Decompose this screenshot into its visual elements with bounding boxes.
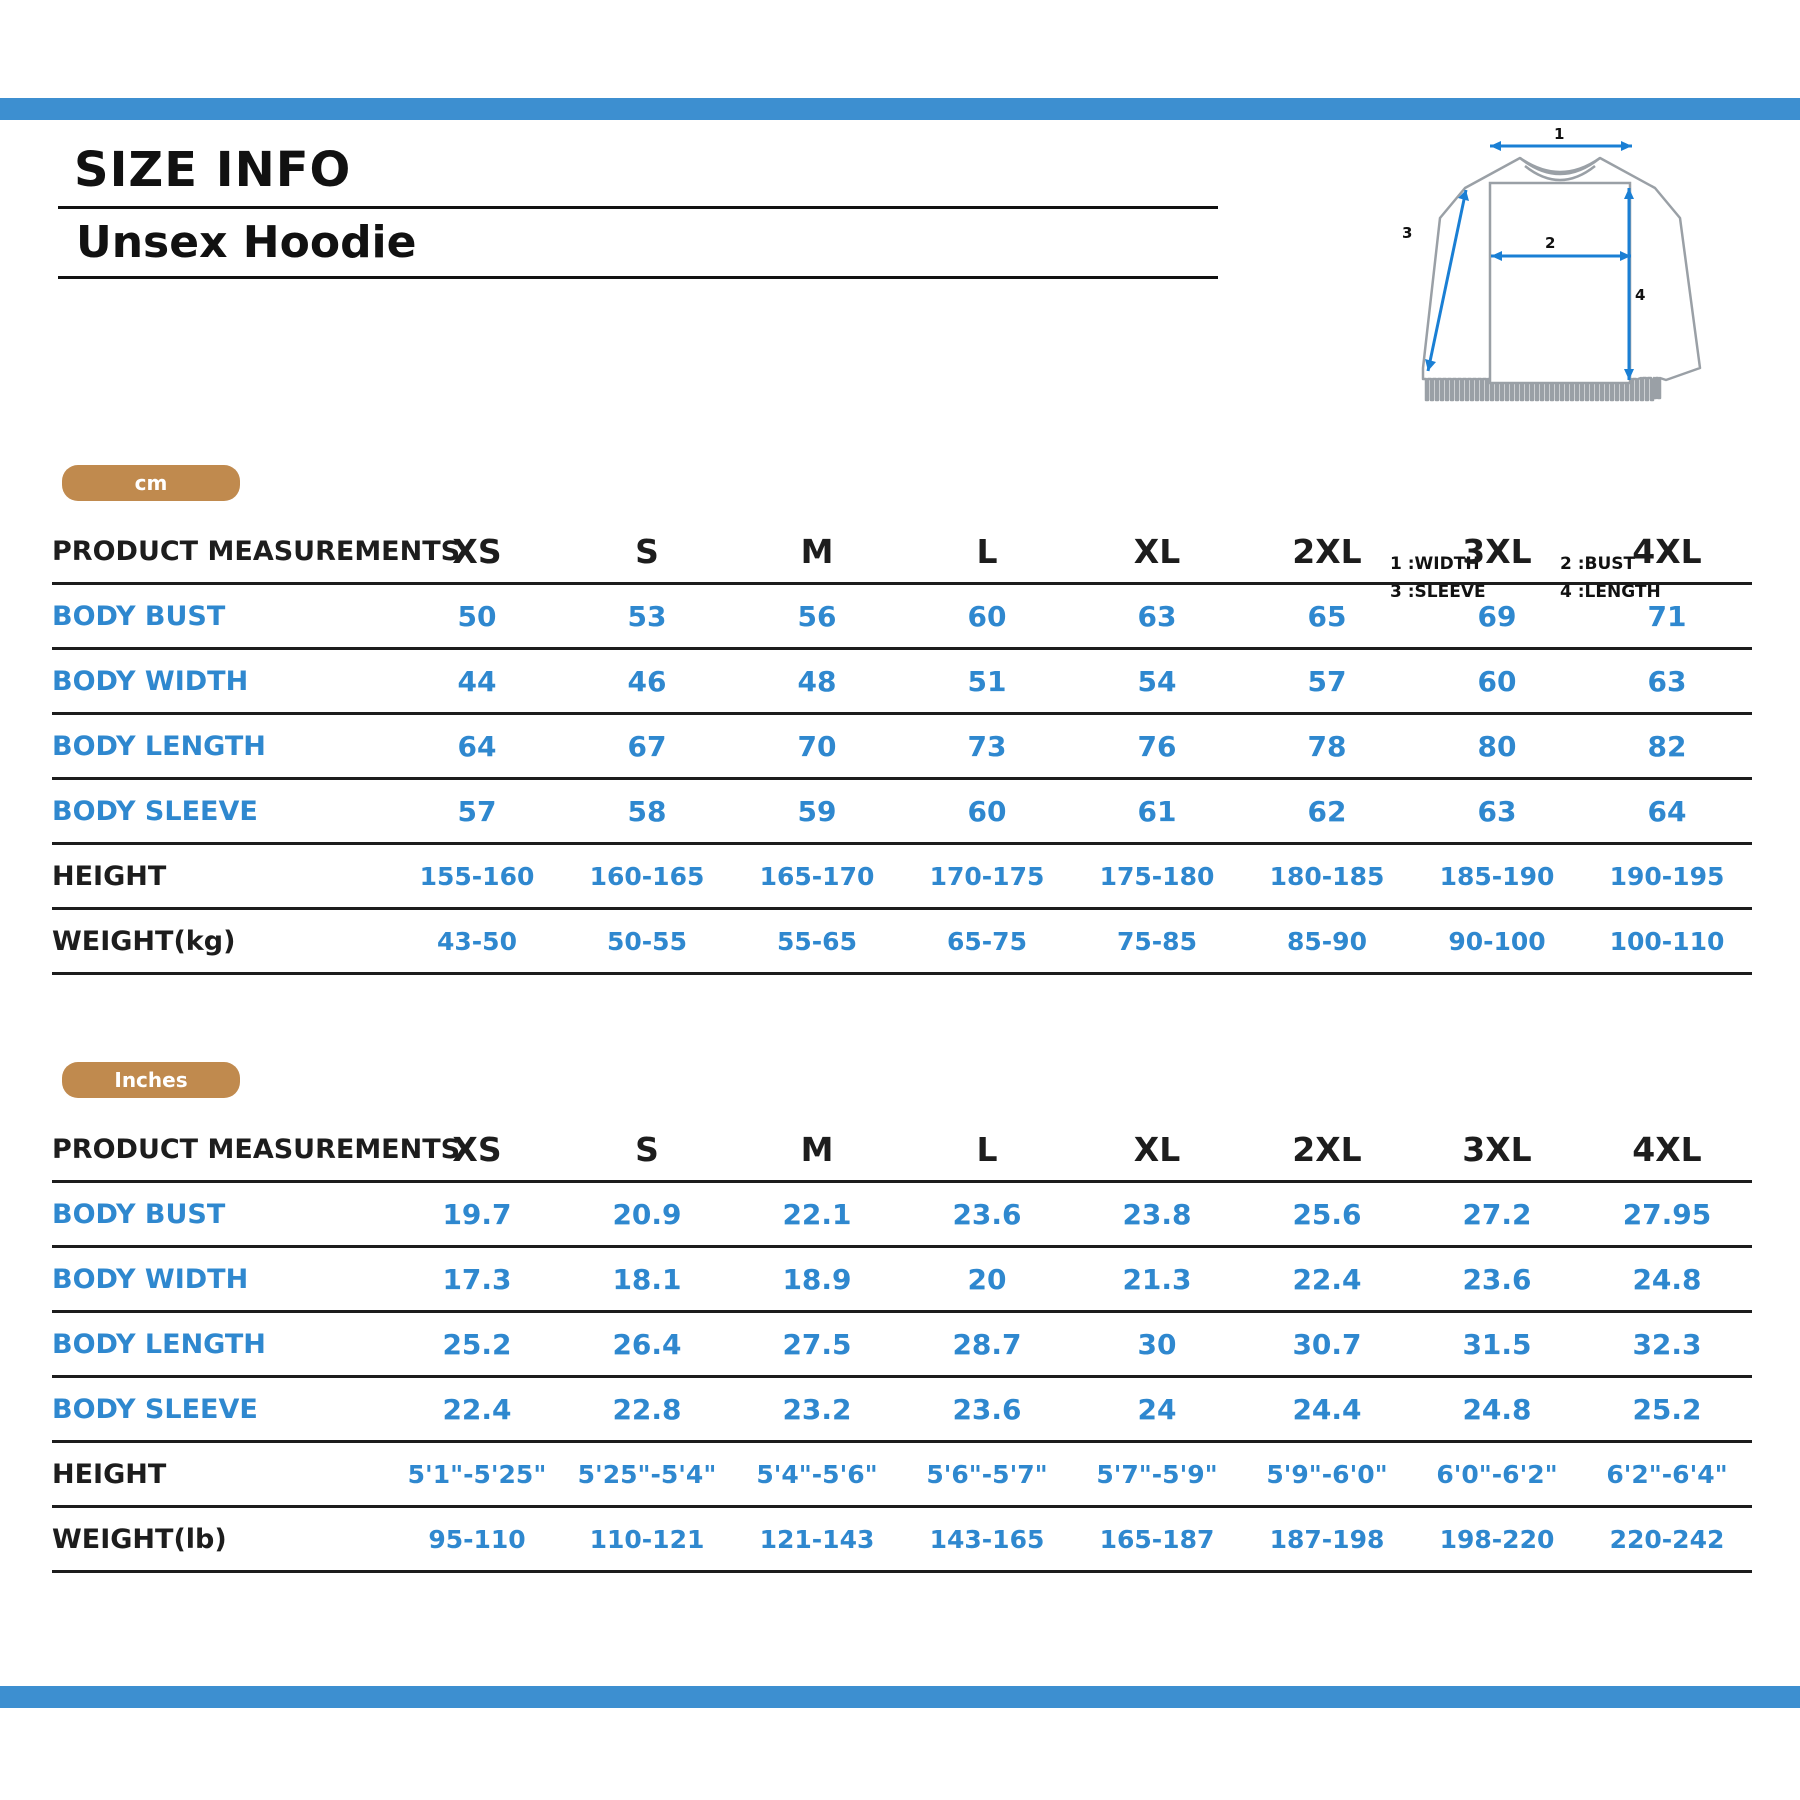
inch-size-3xl: 3XL bbox=[1412, 1118, 1582, 1182]
cm-size-s: S bbox=[562, 520, 732, 584]
cm-row-label: WEIGHT(kg) bbox=[52, 909, 392, 974]
table-row bbox=[52, 714, 1752, 779]
chart-content bbox=[0, 120, 1800, 1686]
inch-cell: 187-198 bbox=[1242, 1507, 1412, 1572]
table-header-row bbox=[52, 1118, 1752, 1182]
cm-cell: 57 bbox=[392, 779, 562, 844]
legend-item-length: 4 :LENGTH bbox=[1560, 582, 1661, 602]
inch-cell: 31.5 bbox=[1412, 1312, 1582, 1377]
cm-cell: 65-75 bbox=[902, 909, 1072, 974]
table-row bbox=[52, 1182, 1752, 1247]
cm-cell: 175-180 bbox=[1072, 844, 1242, 909]
inch-cell: 23.6 bbox=[1412, 1247, 1582, 1312]
cm-cell: 58 bbox=[562, 779, 732, 844]
cm-cell: 82 bbox=[1582, 714, 1752, 779]
cm-cell: 70 bbox=[732, 714, 902, 779]
cm-size-4xl: 4XL bbox=[1582, 520, 1752, 584]
cm-cell: 62 bbox=[1242, 779, 1412, 844]
top-accent-bar bbox=[0, 98, 1800, 120]
garment-diagram bbox=[1370, 128, 1750, 488]
cm-cell: 55-65 bbox=[732, 909, 902, 974]
inch-cell: 6'0"-6'2" bbox=[1412, 1442, 1582, 1507]
inch-cell: 198-220 bbox=[1412, 1507, 1582, 1572]
cm-cell: 56 bbox=[732, 584, 902, 649]
inch-cell: 5'25"-5'4" bbox=[562, 1442, 732, 1507]
table-row bbox=[52, 1312, 1752, 1377]
cm-cell: 57 bbox=[1242, 649, 1412, 714]
inch-cell: 32.3 bbox=[1582, 1312, 1752, 1377]
cm-cell: 54 bbox=[1072, 649, 1242, 714]
cm-cell: 64 bbox=[1582, 779, 1752, 844]
cm-cell: 64 bbox=[392, 714, 562, 779]
hoodie-illustration-icon bbox=[1370, 128, 1750, 488]
unit-badge-inches: Inches bbox=[62, 1062, 240, 1098]
inch-cell: 23.2 bbox=[732, 1377, 902, 1442]
legend-item-sleeve: 3 :SLEEVE bbox=[1390, 582, 1486, 602]
cm-measurements-table bbox=[52, 520, 1752, 975]
table-row bbox=[52, 1442, 1752, 1507]
cm-size-m: M bbox=[732, 520, 902, 584]
cm-cell: 50-55 bbox=[562, 909, 732, 974]
cm-cell: 59 bbox=[732, 779, 902, 844]
inch-cell: 19.7 bbox=[392, 1182, 562, 1247]
inch-cell: 143-165 bbox=[902, 1507, 1072, 1572]
inch-cell: 5'6"-5'7" bbox=[902, 1442, 1072, 1507]
inch-size-m: M bbox=[732, 1118, 902, 1182]
cm-cell: 190-195 bbox=[1582, 844, 1752, 909]
inch-cell: 5'9"-6'0" bbox=[1242, 1442, 1412, 1507]
cm-cell: 50 bbox=[392, 584, 562, 649]
inch-cell: 5'4"-5'6" bbox=[732, 1442, 902, 1507]
inch-cell: 17.3 bbox=[392, 1247, 562, 1312]
cm-cell: 90-100 bbox=[1412, 909, 1582, 974]
cm-size-2xl: 2XL bbox=[1242, 520, 1412, 584]
inch-cell: 95-110 bbox=[392, 1507, 562, 1572]
cm-size-l: L bbox=[902, 520, 1072, 584]
title-divider-top bbox=[58, 206, 1218, 209]
cm-row-label: HEIGHT bbox=[52, 844, 392, 909]
inch-cell: 21.3 bbox=[1072, 1247, 1242, 1312]
inch-cell: 6'2"-6'4" bbox=[1582, 1442, 1752, 1507]
cm-size-3xl: 3XL bbox=[1412, 520, 1582, 584]
inch-cell: 22.8 bbox=[562, 1377, 732, 1442]
cm-cell: 60 bbox=[902, 779, 1072, 844]
diagram-label-4: 4 bbox=[1635, 286, 1646, 304]
table-row bbox=[52, 1247, 1752, 1312]
inch-cell: 22.4 bbox=[1242, 1247, 1412, 1312]
cm-cell: 165-170 bbox=[732, 844, 902, 909]
cm-cell: 65 bbox=[1242, 584, 1412, 649]
cm-cell: 73 bbox=[902, 714, 1072, 779]
inch-header-label: PRODUCT MEASUREMENTS bbox=[52, 1118, 392, 1182]
legend-item-bust: 2 :BUST bbox=[1560, 554, 1636, 574]
cm-cell: 67 bbox=[562, 714, 732, 779]
title-divider-bottom bbox=[58, 276, 1218, 279]
cm-cell: 100-110 bbox=[1582, 909, 1752, 974]
inch-row-label: BODY LENGTH bbox=[52, 1312, 392, 1377]
inch-cell: 20.9 bbox=[562, 1182, 732, 1247]
inch-size-2xl: 2XL bbox=[1242, 1118, 1412, 1182]
inch-measurements-table bbox=[52, 1118, 1752, 1573]
cm-cell: 61 bbox=[1072, 779, 1242, 844]
bottom-accent-bar bbox=[0, 1686, 1800, 1708]
cm-cell: 63 bbox=[1582, 649, 1752, 714]
inch-cell: 24.4 bbox=[1242, 1377, 1412, 1442]
inch-cell: 27.95 bbox=[1582, 1182, 1752, 1247]
inch-size-xs: XS bbox=[392, 1118, 562, 1182]
cm-cell: 180-185 bbox=[1242, 844, 1412, 909]
cm-cell: 60 bbox=[1412, 649, 1582, 714]
inch-cell: 24.8 bbox=[1412, 1377, 1582, 1442]
inch-row-label: BODY BUST bbox=[52, 1182, 392, 1247]
table-row bbox=[52, 649, 1752, 714]
inch-cell: 23.8 bbox=[1072, 1182, 1242, 1247]
table-row bbox=[52, 1377, 1752, 1442]
inch-row-label: BODY SLEEVE bbox=[52, 1377, 392, 1442]
inch-cell: 22.4 bbox=[392, 1377, 562, 1442]
table-row bbox=[52, 584, 1752, 649]
inch-cell: 5'7"-5'9" bbox=[1072, 1442, 1242, 1507]
cm-size-xs: XS bbox=[392, 520, 562, 584]
cm-cell: 85-90 bbox=[1242, 909, 1412, 974]
cm-cell: 44 bbox=[392, 649, 562, 714]
table-row bbox=[52, 909, 1752, 974]
inch-size-l: L bbox=[902, 1118, 1072, 1182]
inch-cell: 25.6 bbox=[1242, 1182, 1412, 1247]
inch-cell: 20 bbox=[902, 1247, 1072, 1312]
inch-cell: 220-242 bbox=[1582, 1507, 1752, 1572]
inch-size-xl: XL bbox=[1072, 1118, 1242, 1182]
page-title: SIZE INFO bbox=[74, 142, 352, 198]
header-block bbox=[58, 142, 1288, 287]
cm-cell: 170-175 bbox=[902, 844, 1072, 909]
cm-cell: 75-85 bbox=[1072, 909, 1242, 974]
inch-cell: 121-143 bbox=[732, 1507, 902, 1572]
inch-cell: 24 bbox=[1072, 1377, 1242, 1442]
inch-row-label: BODY WIDTH bbox=[52, 1247, 392, 1312]
inch-cell: 23.6 bbox=[902, 1182, 1072, 1247]
inch-cell: 23.6 bbox=[902, 1377, 1072, 1442]
cm-cell: 60 bbox=[902, 584, 1072, 649]
inch-cell: 26.4 bbox=[562, 1312, 732, 1377]
inch-cell: 18.9 bbox=[732, 1247, 902, 1312]
cm-cell: 160-165 bbox=[562, 844, 732, 909]
inch-cell: 28.7 bbox=[902, 1312, 1072, 1377]
table-header-row bbox=[52, 520, 1752, 584]
cm-cell: 71 bbox=[1582, 584, 1752, 649]
inch-row-label: HEIGHT bbox=[52, 1442, 392, 1507]
diagram-label-1: 1 bbox=[1554, 128, 1565, 143]
legend-item-width: 1 :WIDTH bbox=[1390, 554, 1480, 574]
inch-cell: 30.7 bbox=[1242, 1312, 1412, 1377]
cm-cell: 48 bbox=[732, 649, 902, 714]
inch-size-s: S bbox=[562, 1118, 732, 1182]
cm-cell: 76 bbox=[1072, 714, 1242, 779]
inch-cell: 5'1"-5'25" bbox=[392, 1442, 562, 1507]
cm-row-label: BODY WIDTH bbox=[52, 649, 392, 714]
cm-row-label: BODY BUST bbox=[52, 584, 392, 649]
inch-cell: 165-187 bbox=[1072, 1507, 1242, 1572]
diagram-label-2: 2 bbox=[1545, 234, 1556, 252]
inch-cell: 25.2 bbox=[1582, 1377, 1752, 1442]
unit-badge-cm: cm bbox=[62, 465, 240, 501]
inch-cell: 30 bbox=[1072, 1312, 1242, 1377]
inch-cell: 24.8 bbox=[1582, 1247, 1752, 1312]
table-row bbox=[52, 779, 1752, 844]
cm-row-label: BODY LENGTH bbox=[52, 714, 392, 779]
cm-cell: 185-190 bbox=[1412, 844, 1582, 909]
product-name: Unsex Hoodie bbox=[76, 217, 417, 268]
inch-cell: 25.2 bbox=[392, 1312, 562, 1377]
cm-cell: 43-50 bbox=[392, 909, 562, 974]
table-row bbox=[52, 1507, 1752, 1572]
cm-cell: 69 bbox=[1412, 584, 1582, 649]
cm-cell: 63 bbox=[1072, 584, 1242, 649]
inch-cell: 22.1 bbox=[732, 1182, 902, 1247]
inch-size-4xl: 4XL bbox=[1582, 1118, 1752, 1182]
cm-size-xl: XL bbox=[1072, 520, 1242, 584]
inch-row-label: WEIGHT(lb) bbox=[52, 1507, 392, 1572]
inch-cell: 110-121 bbox=[562, 1507, 732, 1572]
cm-row-label: BODY SLEEVE bbox=[52, 779, 392, 844]
diagram-label-3: 3 bbox=[1402, 224, 1413, 242]
cm-cell: 155-160 bbox=[392, 844, 562, 909]
inch-cell: 27.5 bbox=[732, 1312, 902, 1377]
inch-cell: 18.1 bbox=[562, 1247, 732, 1312]
cm-cell: 63 bbox=[1412, 779, 1582, 844]
table-row bbox=[52, 844, 1752, 909]
cm-cell: 51 bbox=[902, 649, 1072, 714]
cm-cell: 46 bbox=[562, 649, 732, 714]
inch-cell: 27.2 bbox=[1412, 1182, 1582, 1247]
cm-cell: 80 bbox=[1412, 714, 1582, 779]
cm-cell: 53 bbox=[562, 584, 732, 649]
cm-header-label: PRODUCT MEASUREMENTS bbox=[52, 520, 392, 584]
cm-cell: 78 bbox=[1242, 714, 1412, 779]
